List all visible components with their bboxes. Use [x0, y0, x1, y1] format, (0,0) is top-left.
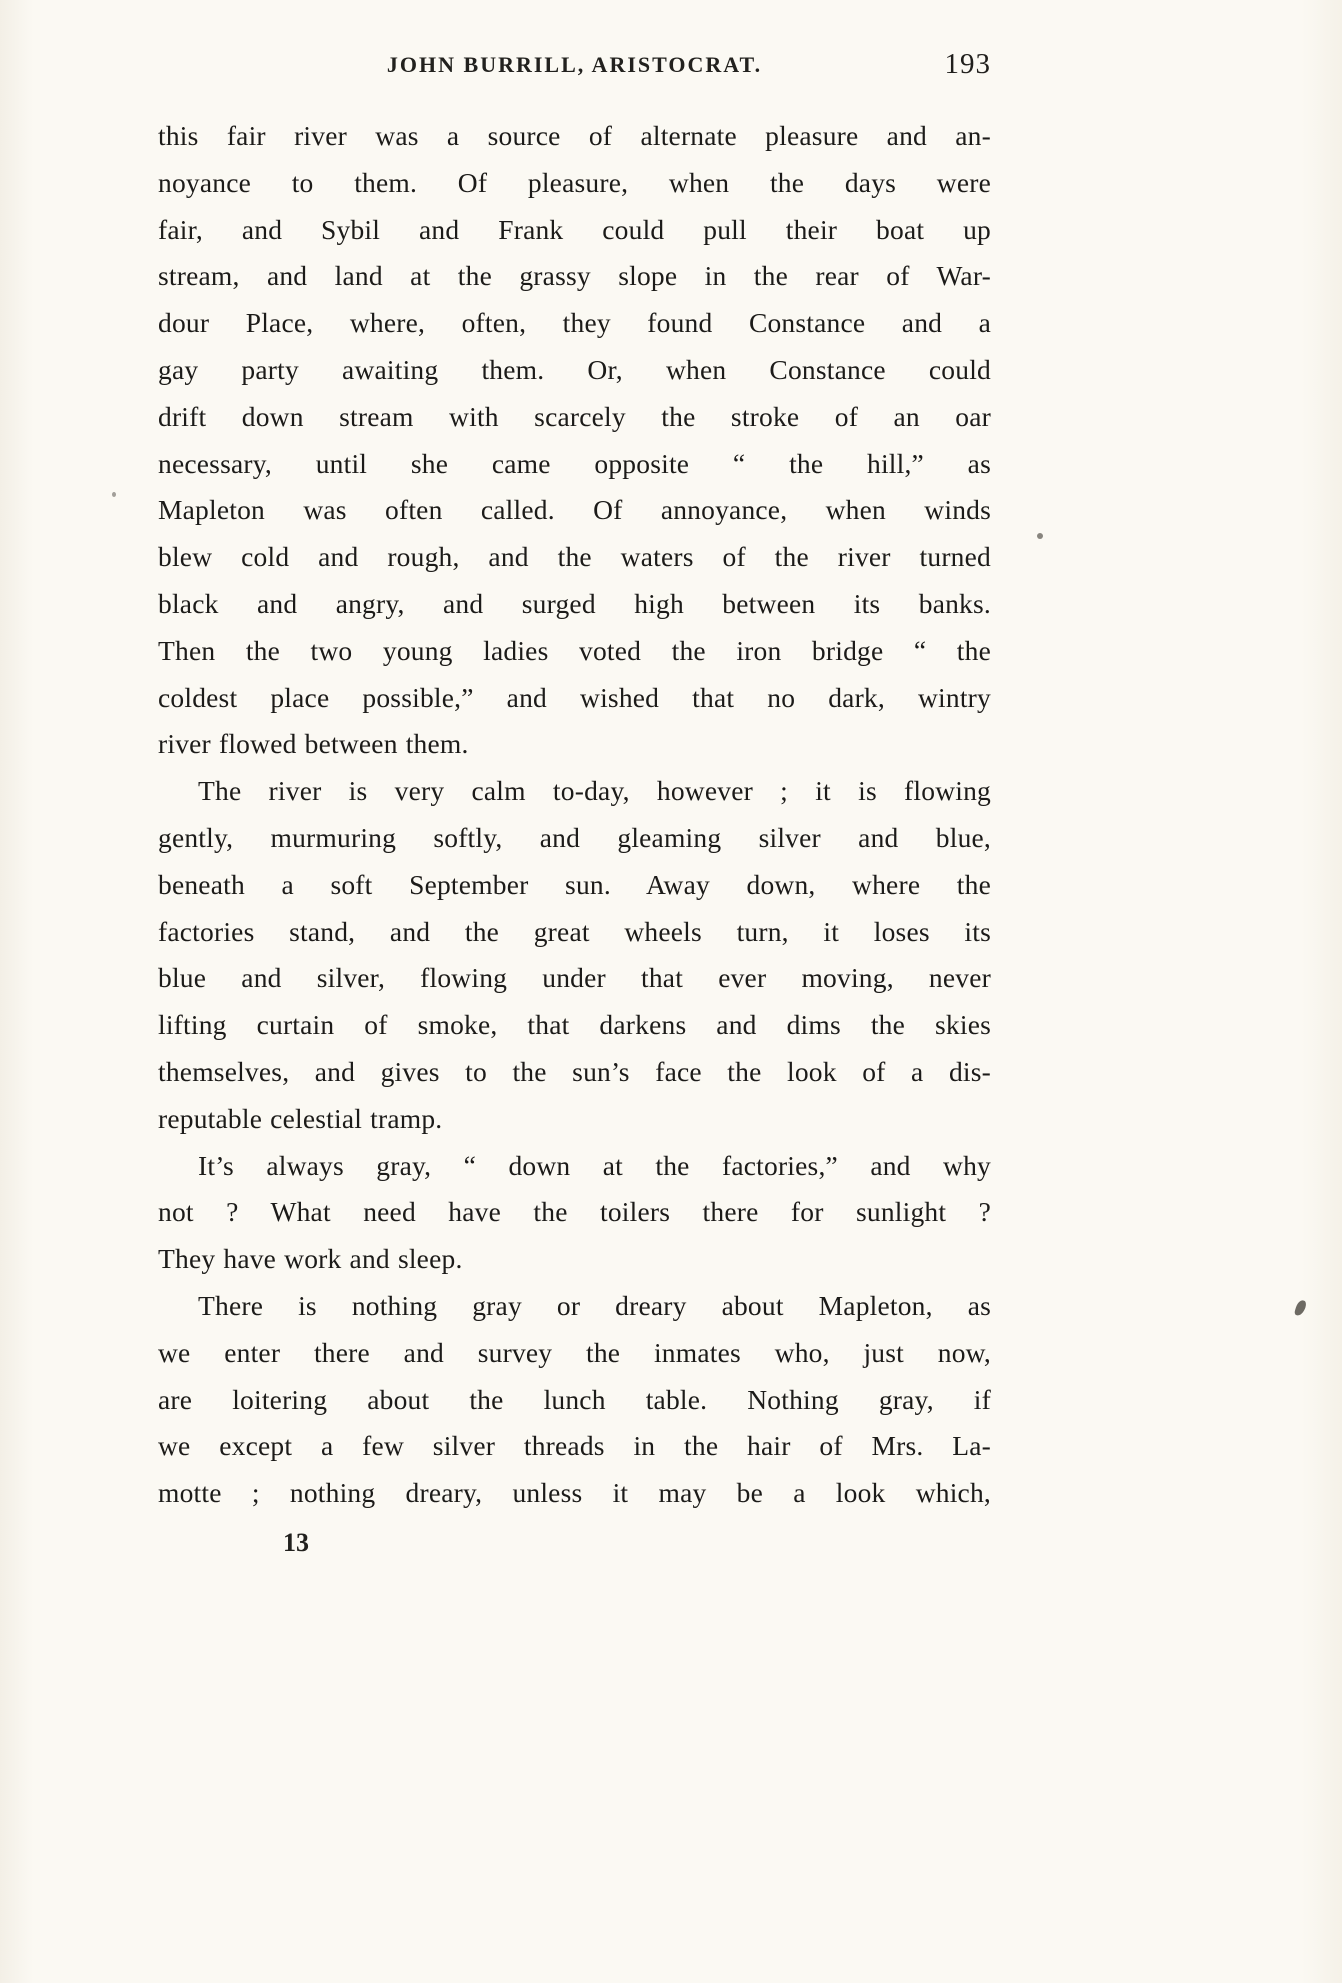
text-line: we enter there and survey the inmates who, just now, [158, 1336, 991, 1368]
text-line: reputable celestial tramp. [158, 1102, 443, 1134]
text-line: They have work and sleep. [158, 1243, 463, 1275]
text-line: river flowed between them. [158, 728, 469, 760]
scan-speck [1294, 1299, 1308, 1317]
running-title: JOHN BURRILL, ARISTOCRAT. [386, 52, 763, 77]
text-line: noyance to them. Of pleasure, when the days were [158, 166, 991, 198]
text-line: Mapleton was often called. Of annoyance, when winds [158, 494, 991, 526]
running-head [158, 48, 991, 86]
signature-mark: 13 [283, 1528, 309, 1557]
text-line: It’s always gray, “ down at the factories,” and why [198, 1149, 991, 1181]
text-line: gently, murmuring softly, and gleaming silver and blue, [158, 821, 991, 853]
text-line: dour Place, where, often, they found Constance and a [158, 307, 991, 339]
page-number: 193 [944, 48, 991, 80]
text-line: blue and silver, flowing under that ever moving, never [158, 962, 991, 994]
text-line: factories stand, and the great wheels turn, it loses its [158, 915, 991, 947]
text-line: motte ; nothing dreary, unless it may be a look which, [158, 1477, 991, 1509]
text-line: beneath a soft September sun. Away down, where the [158, 868, 991, 900]
text-block [158, 113, 991, 1517]
scan-speck [1037, 533, 1043, 539]
text-line: this fair river was a source of alternate pleasure and an- [158, 120, 991, 151]
text-line: necessary, until she came opposite “ the hill,” as [158, 447, 991, 479]
text-line: themselves, and gives to the sun’s face the look of a dis- [158, 1055, 991, 1087]
text-line: we except a few silver threads in the hair of Mrs. La- [158, 1430, 991, 1462]
text-line: Then the two young ladies voted the iron bridge “ the [158, 634, 991, 666]
text-line: blew cold and rough, and the waters of the river turned [158, 541, 991, 573]
text-line: not ? What need have the toilers there for sunlight ? [158, 1196, 991, 1228]
text-line: black and angry, and surged high between its banks. [158, 587, 991, 619]
text-line: fair, and Sybil and Frank could pull their boat up [158, 213, 991, 245]
text-line: drift down stream with scarcely the stroke of an oar [158, 400, 991, 432]
text-line: The river is very calm to-day, however ; it is flowing [198, 775, 991, 807]
text-line: coldest place possible,” and wished that no dark, wintry [158, 681, 991, 713]
text-line: There is nothing gray or dreary about Mapleton, as [198, 1289, 991, 1321]
text-line: stream, and land at the grassy slope in the rear of War- [158, 260, 991, 292]
text-line: lifting curtain of smoke, that darkens and dims the skies [158, 1009, 991, 1041]
text-line: are loitering about the lunch table. Nothing gray, if [158, 1383, 991, 1415]
text-line: gay party awaiting them. Or, when Constance could [158, 353, 991, 385]
scan-speck [112, 492, 116, 497]
